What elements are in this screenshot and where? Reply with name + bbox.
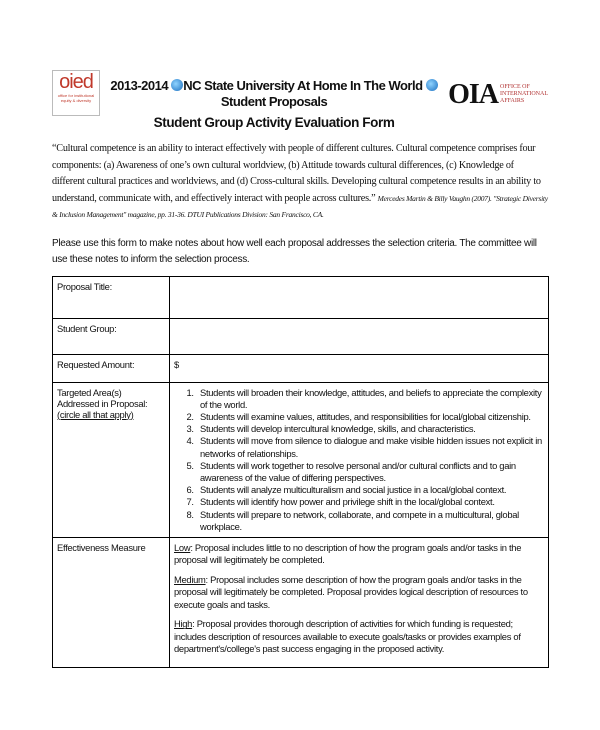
intro-text: Please use this form to make notes about how well each proposal addresses the selection criteria. The committee will use these notes to inform the selection process. — [52, 237, 537, 265]
student-group-field[interactable] — [170, 318, 549, 354]
row-student-group: Student Group: — [53, 318, 549, 354]
amount-field[interactable]: $ — [170, 354, 549, 382]
quote: “Cultural competence is an ability to interact effectively with people of different cultures. Cultural competence comprises four components: (a) Awareness of one’s own cultural worldview, (b) Attitude towards cultural differences, (c) Knowledge of different cultural practices and worldviews, and (d) Cross-cultural skills. Developing cultural competence results in an ability to understand, communicate with, and effectively interact with people across cultures.” Mercedes Martin & Billy Vaughn (2007). "Strategic Diversity & Inclusion Management" magazine, pp. 31-36. DTUI Publications Division: San Francisco, CA. — [52, 143, 548, 219]
oied-logo: oied office for institutional equity & diversity — [52, 70, 100, 116]
target-item[interactable]: 6. Students will analyze multiculturalism and social justice in a local/global context. — [196, 484, 544, 496]
target-item[interactable]: 8. Students will prepare to network, collaborate, and compete in a multicultural, global workplace. — [196, 509, 544, 533]
evaluation-table — [52, 276, 549, 668]
target-item[interactable]: 5. Students will work together to resolve personal and/or cultural conflicts and to gain awareness of the value of differing perspectives. — [196, 460, 544, 484]
header-center — [100, 70, 448, 131]
header-line: 2013-2014 NC State University At Home In The World Student Proposals — [106, 78, 442, 110]
header — [52, 70, 548, 131]
target-item[interactable]: 2. Students will examine values, attitudes, and responsibilities for local/global citizenship. — [196, 411, 544, 423]
page-title: Student Group Activity Evaluation Form — [153, 115, 395, 130]
targets-list — [174, 387, 544, 533]
target-item[interactable]: 3. Students will develop intercultural knowledge, skills, and characteristics. — [196, 423, 544, 435]
target-item[interactable]: 1. Students will broaden their knowledge, attitudes, and beliefs to appreciate the complexity of the world. — [196, 387, 544, 411]
target-item[interactable]: 7. Students will identify how power and privilege shift in the local/global context. — [196, 496, 544, 508]
target-item[interactable]: 4. Students will move from silence to dialogue and make visible hidden issues not explicit in networks of relationships. — [196, 435, 544, 459]
row-effectiveness: Effectiveness Measure Low: Proposal includes little to no description of how the program goals and/or tasks in the proposal will legitimately be completed. Medium: Proposal includes some description of how the program goals and/or tasks in the proposal will legitimately be completed. Proposal provides logical description of resources to execute goals and tasks. High: Proposal provides thorough description of activities for which funding is requested; includes description of resources available to execute goals/tasks or provides examples of department's/college's past success engaging in the proposed activity. — [53, 537, 549, 667]
level-high: High: Proposal provides thorough description of activities for which funding is requested; includes description of resources available to execute goals/tasks or provides examples of department's/college's past success engaging in the proposed activity. — [174, 618, 521, 655]
level-low: Low: Proposal includes little to no description of how the program goals and/or tasks in the proposal will legitimately be completed. — [174, 541, 522, 566]
row-proposal-title: Proposal Title: — [53, 276, 549, 318]
globe-icon — [171, 79, 183, 91]
levels-list — [170, 537, 549, 667]
proposal-title-field[interactable] — [170, 276, 549, 318]
level-medium: Medium: Proposal includes some description of how the program goals and/or tasks in the proposal will legitimately be completed. Proposal provides logical description of resources to execute goals and tasks. — [174, 573, 528, 610]
oia-logo: OIA OFFICE OF INTERNATIONAL AFFAIRS — [448, 79, 548, 110]
row-targeted-areas: Targeted Area(s) Addressed in Proposal: (circle all that apply) 1. Students will broaden their knowledge, attitudes, and beliefs to appreciate the complexity of the world. 2. Students will examine values, attitudes, and responsibilities for local/global citizenship. 3. Students will develop intercultural knowledge, skills, and characteristics. 4. Students will move from silence to dialogue and make visible hidden issues not explicit in networks of relationships. 5. Students will work together to resolve personal and/or cultural conflicts and to gain awareness of the value of differing perspectives. 6. Students will analyze multiculturalism and social justice in a local/global context. 7. Students will identify how power and privilege shift in the local/global context. 8. Students will prepare to network, collaborate, and compete in a multicultural, global workplace. — [53, 382, 549, 537]
globe-icon — [426, 79, 438, 91]
row-requested-amount: Requested Amount: $ — [53, 354, 549, 382]
citation: Mercedes Martin & Billy Vaughn (2007). "Strategic Diversity & Inclusion Management" magazine, pp. 31-36. DTUI Publications Division: San Francisco, CA. — [52, 193, 548, 219]
